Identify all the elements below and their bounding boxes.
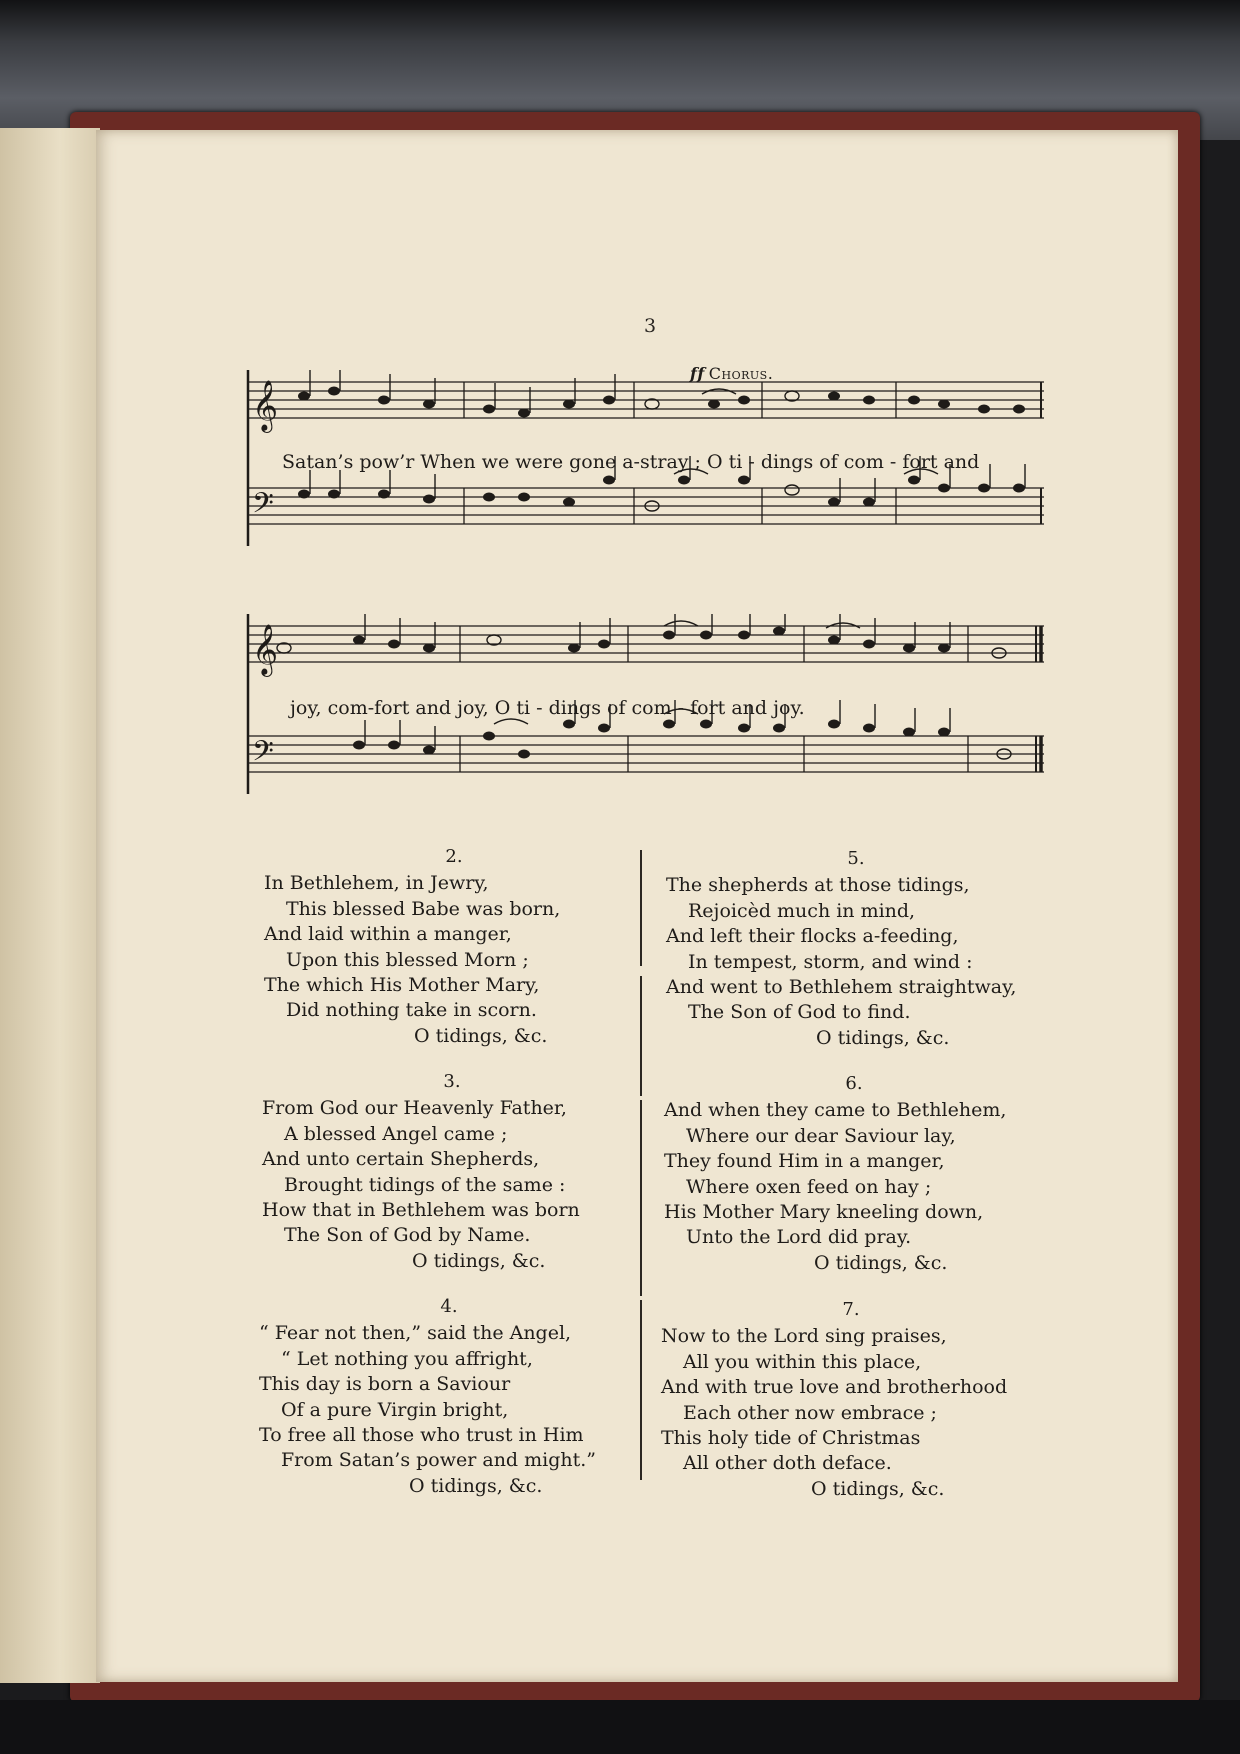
verse-7: [661, 1297, 1007, 1502]
svg-text:𝄢: 𝄢: [252, 735, 274, 775]
verse-line: And unto certain Shepherds,: [262, 1148, 540, 1171]
svg-text:𝄢: 𝄢: [252, 487, 274, 527]
dynamic-marking: ff: [690, 364, 705, 383]
verse-line: This blessed Babe was born,: [286, 897, 561, 920]
verse-line: “ Fear not then,” said the Angel,: [259, 1322, 572, 1345]
verse-refrain: O tidings, &c.: [811, 1477, 945, 1500]
page-number: 3: [644, 315, 657, 337]
verse-line: Where our dear Saviour lay,: [686, 1124, 956, 1147]
verse-refrain: O tidings, &c.: [412, 1249, 546, 1272]
verse-line: The Son of God by Name.: [284, 1224, 531, 1247]
background-bottom: [0, 1700, 1240, 1754]
verse-number: 6.: [845, 1073, 863, 1094]
verse-line: And left their flocks a-feeding,: [666, 925, 959, 948]
column-divider: [640, 1300, 642, 1480]
verse-line: All other doth deface.: [683, 1452, 892, 1475]
verse-line: “ Let nothing you affright,: [281, 1347, 533, 1370]
verse-line: To free all those who trust in Him: [259, 1424, 584, 1447]
verse-line: Each other now embrace ;: [683, 1401, 937, 1424]
verse-refrain: O tidings, &c.: [814, 1251, 948, 1274]
verse-line: The Son of God to find.: [688, 1001, 911, 1024]
verse-line: Rejoicèd much in mind,: [688, 899, 916, 922]
verse-line: Now to the Lord sing praises,: [661, 1325, 947, 1348]
lyrics-line-1: Satan’s pow’r When we were gone a-stray ; O ti - dings of com - fort and: [282, 451, 980, 473]
verse-line: This day is born a Saviour: [259, 1373, 511, 1396]
verse-6: [664, 1071, 1006, 1276]
column-divider: [640, 976, 642, 1096]
verse-line: And when they came to Bethlehem,: [664, 1099, 1007, 1122]
verse-number: 4.: [440, 1296, 458, 1317]
verse-line: The which His Mother Mary,: [264, 974, 540, 997]
svg-text:𝄞: 𝄞: [252, 380, 279, 431]
column-divider: [640, 1100, 642, 1296]
verse-3: [262, 1069, 580, 1274]
verse-number: 5.: [847, 848, 865, 869]
verse-number: 2.: [445, 846, 463, 867]
verse-line: A blessed Angel came ;: [284, 1122, 508, 1145]
verse-number: 7.: [842, 1299, 860, 1320]
verse-line: And with true love and brotherhood: [661, 1376, 1008, 1399]
verse-line: Where oxen feed on hay ;: [686, 1175, 932, 1198]
verse-line: His Mother Mary kneeling down,: [664, 1201, 984, 1224]
verse-line: Unto the Lord did pray.: [686, 1226, 912, 1249]
verse-5: [666, 846, 1016, 1051]
verse-line: Brought tidings of the same :: [284, 1173, 566, 1196]
verse-line: How that in Bethlehem was born: [262, 1199, 580, 1222]
verse-line: All you within this place,: [683, 1350, 922, 1373]
verse-line: They found Him in a manger,: [664, 1150, 945, 1173]
verse-line: Of a pure Virgin bright,: [281, 1398, 509, 1421]
left-page-edge: [0, 128, 100, 1683]
verse-number: 3.: [443, 1071, 461, 1092]
verse-line: Did nothing take in scorn.: [286, 999, 537, 1022]
verse-line: And went to Bethlehem straightway,: [666, 976, 1017, 999]
verse-line: From God our Heavenly Father,: [262, 1097, 567, 1120]
svg-text:𝄞: 𝄞: [252, 624, 279, 675]
verse-4: [259, 1294, 596, 1499]
verse-line: The shepherds at those tidings,: [666, 874, 970, 897]
verse-refrain: O tidings, &c.: [414, 1024, 548, 1047]
verse-line: In Bethlehem, in Jewry,: [264, 872, 489, 895]
column-divider: [640, 850, 642, 966]
verse-line: This holy tide of Christmas: [661, 1427, 921, 1450]
verse-refrain: O tidings, &c.: [816, 1026, 950, 1049]
verse-line: From Satan’s power and might.”: [281, 1449, 597, 1472]
verse-2: [264, 844, 560, 1049]
verse-line: And laid within a manger,: [264, 923, 512, 946]
verse-refrain: O tidings, &c.: [409, 1474, 543, 1497]
verse-line: Upon this blessed Morn ;: [286, 948, 529, 971]
lyrics-line-2: joy, com-fort and joy, O ti - dings of com - fort and joy.: [290, 697, 805, 719]
chorus-label: Chorus.: [708, 364, 774, 383]
verse-line: In tempest, storm, and wind :: [688, 950, 973, 973]
